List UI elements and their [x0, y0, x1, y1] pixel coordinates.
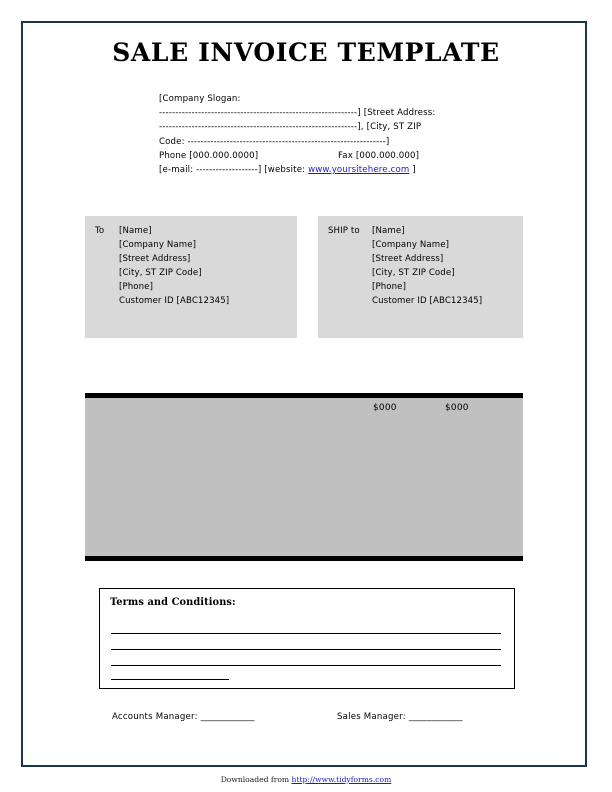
bill-to-company: [Company Name]	[119, 240, 197, 251]
company-city-state-zip-line: -------------------------------------------------------------], [City, ST ZIP	[159, 122, 422, 133]
company-zip-code-line: Code: -------------------------------------------------------------]	[159, 136, 390, 147]
terms-write-line-4	[111, 679, 229, 680]
table-amount-column-1: $000	[373, 403, 397, 413]
page-title: SALE INVOICE TEMPLATE	[112, 38, 500, 67]
ship-to-panel	[318, 216, 523, 338]
company-street-address-line: -------------------------------------------------------------] [Street Address:	[159, 108, 436, 119]
company-email-label: [e-mail: -------------------] [website:	[159, 165, 309, 175]
ship-to-phone: [Phone]	[372, 282, 407, 293]
bill-to-name: [Name]	[119, 226, 152, 236]
accounts-manager-signature: Accounts Manager: ____________	[112, 712, 255, 722]
ship-to-customer-id: Customer ID [ABC12345]	[372, 296, 483, 307]
ship-to-street: [Street Address]	[372, 254, 444, 265]
company-website-bracket: ]	[409, 165, 416, 175]
ship-to-name: [Name]	[372, 226, 405, 236]
bill-to-phone: [Phone]	[119, 282, 154, 293]
company-email-website-row	[159, 163, 479, 177]
footer	[0, 775, 612, 784]
footer-source-link[interactable]: http://www.tidyforms.com	[291, 775, 392, 784]
bill-to-panel	[85, 216, 297, 338]
bill-to-label: To	[95, 226, 105, 236]
company-phone-fax-row	[159, 149, 479, 163]
bill-to-city-state-zip: [City, ST ZIP Code]	[119, 268, 202, 279]
terms-and-conditions-box	[99, 588, 515, 689]
table-body-area	[85, 398, 523, 556]
bill-to-street: [Street Address]	[119, 254, 191, 265]
ship-to-company: [Company Name]	[372, 240, 450, 251]
company-website-link[interactable]: www.yoursitehere.com	[308, 165, 410, 175]
table-bottom-rule	[85, 556, 523, 561]
terms-write-line-3	[111, 665, 501, 666]
line-items-table	[85, 393, 523, 561]
terms-write-line-2	[111, 649, 501, 650]
company-fax: Fax [000.000.000]	[338, 150, 420, 161]
company-phone: Phone [000.000.0000]	[159, 150, 259, 161]
sales-manager-signature: Sales Manager: ____________	[337, 712, 463, 722]
ship-to-city-state-zip: [City, ST ZIP Code]	[372, 268, 455, 279]
company-slogan-line: [Company Slogan:	[159, 94, 241, 104]
ship-to-label: SHIP to	[328, 226, 360, 236]
terms-write-line-1	[111, 633, 501, 634]
company-header-block	[159, 92, 479, 177]
table-amount-column-2: $000	[445, 403, 469, 413]
footer-prefix-text: Downloaded from	[220, 775, 292, 784]
terms-title: Terms and Conditions:	[110, 597, 236, 608]
bill-to-customer-id: Customer ID [ABC12345]	[119, 296, 230, 307]
